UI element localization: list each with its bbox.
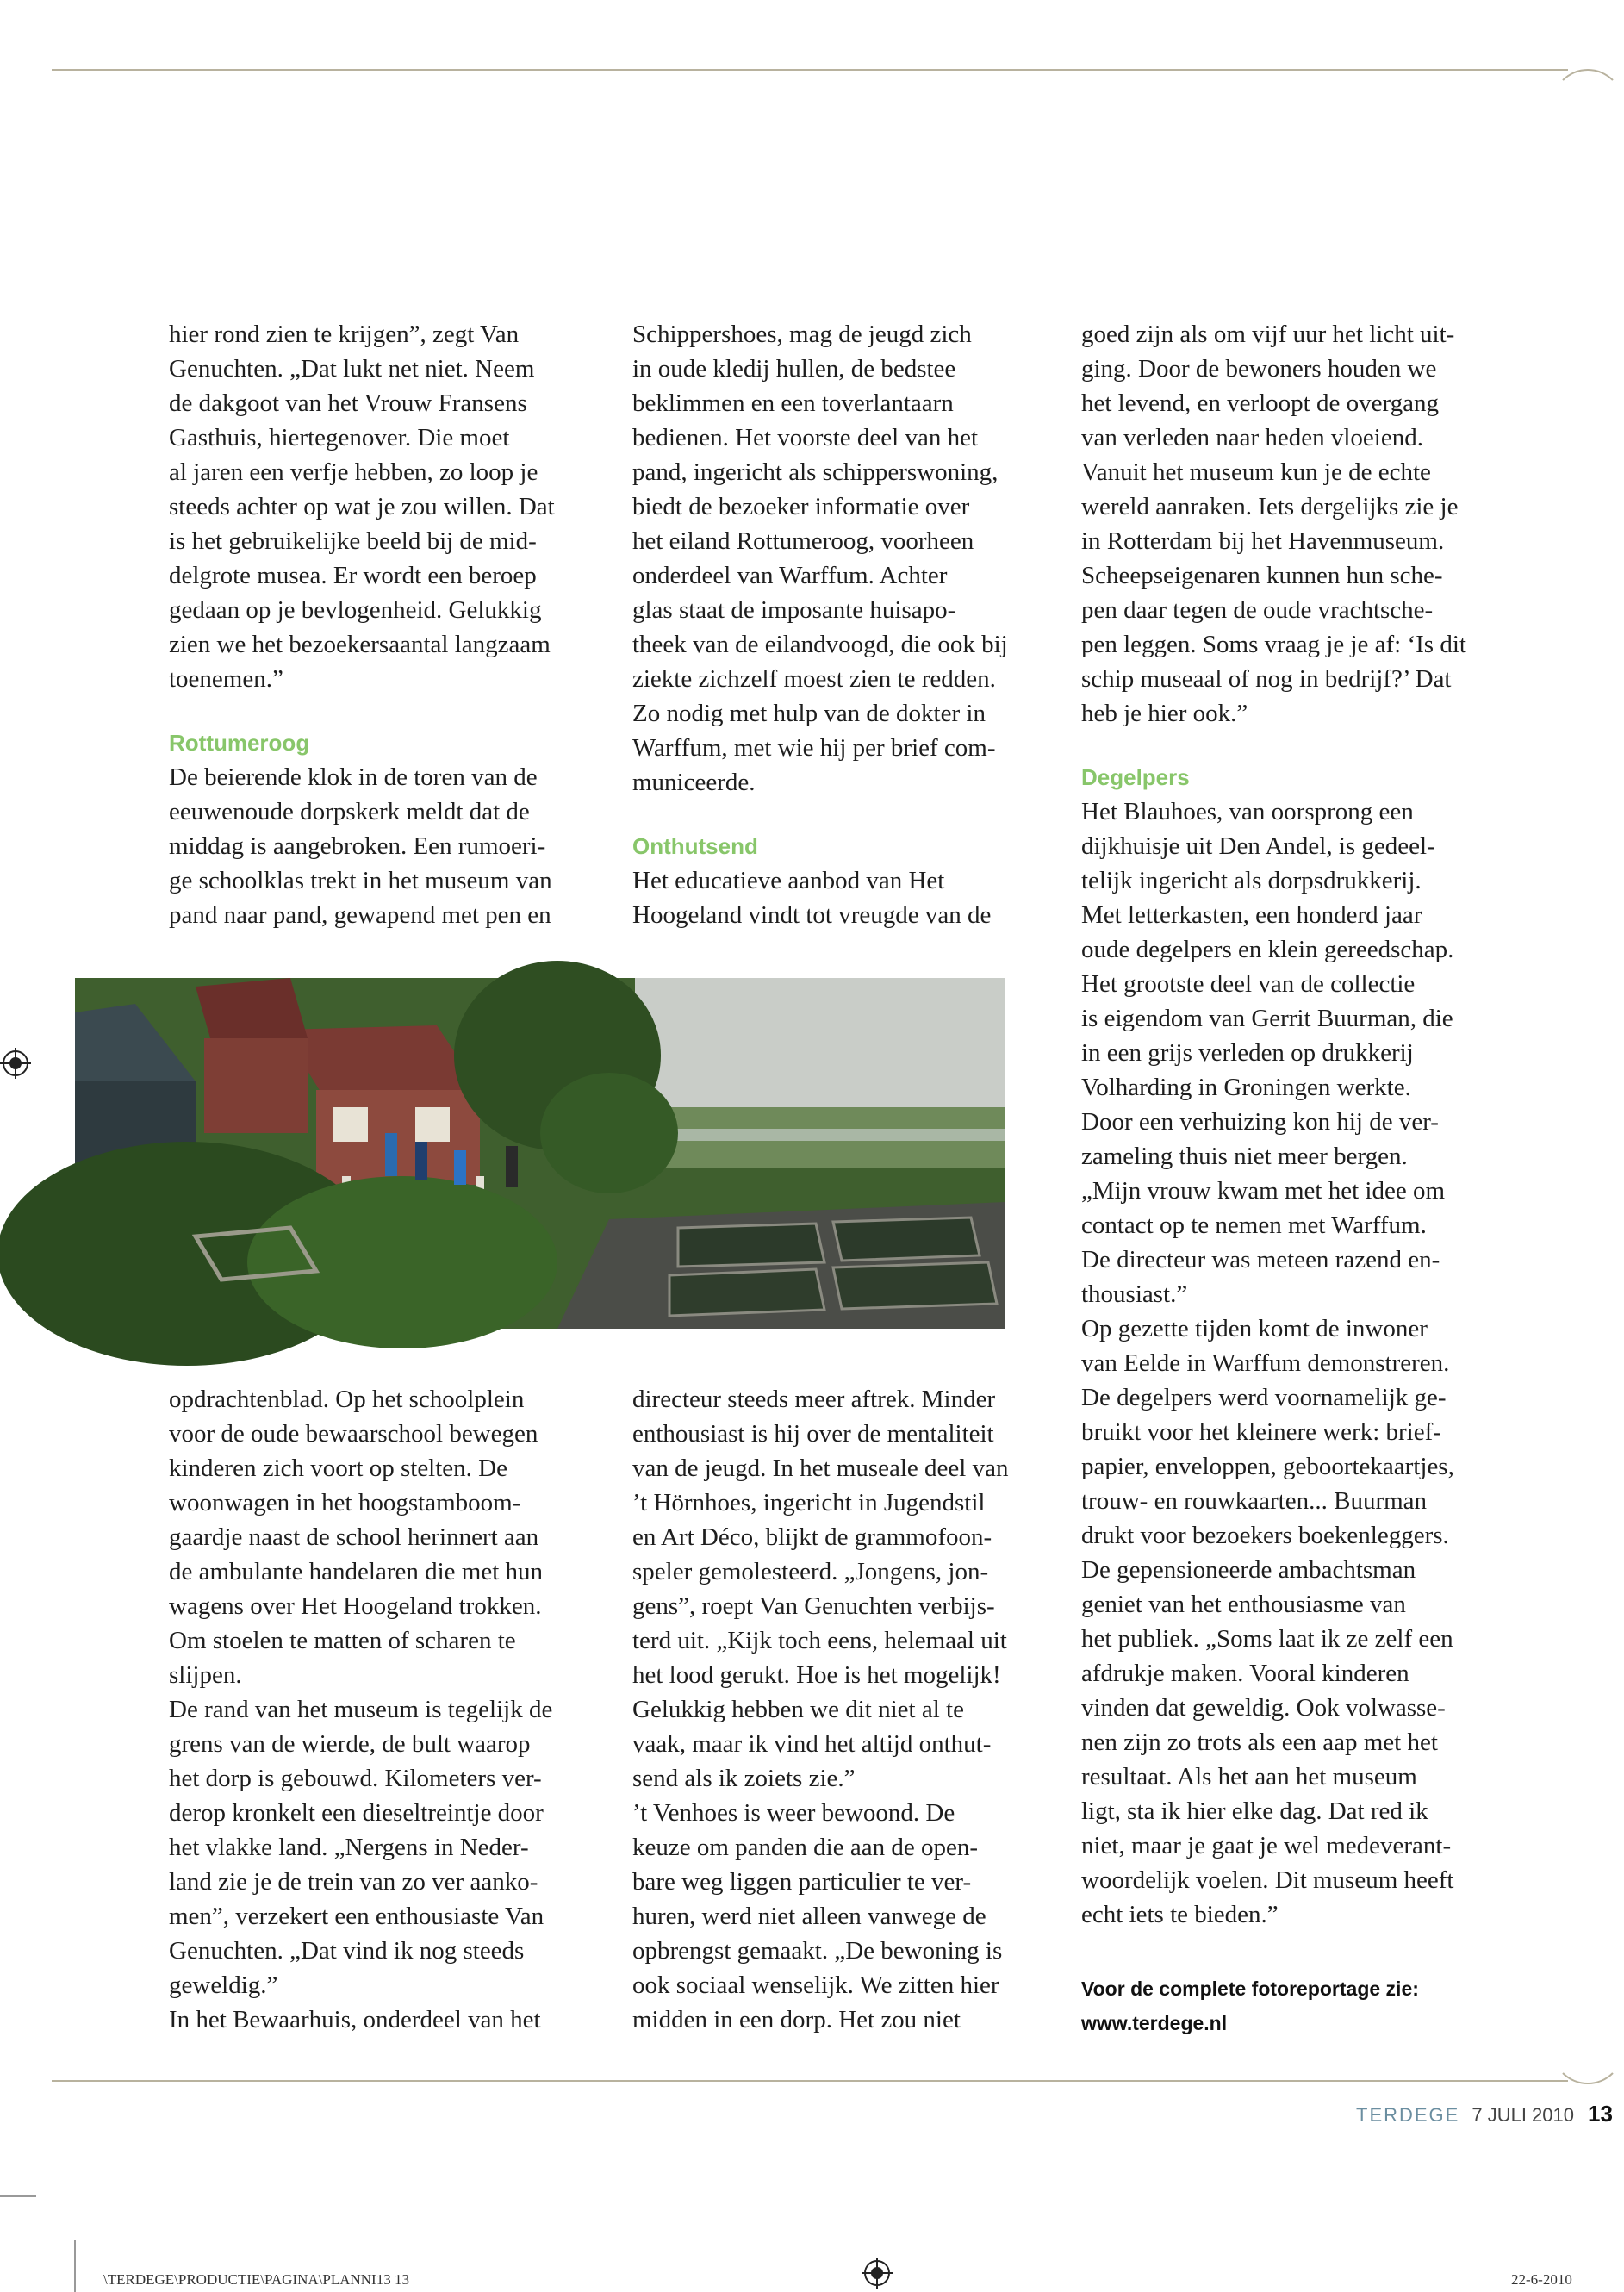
text-line: De rand van het museum is tegelijk de	[169, 1696, 553, 1723]
text-line: pand, ingericht als schipperswoning,	[632, 458, 999, 486]
text-line: De gepensioneerde ambachtsman	[1081, 1556, 1416, 1584]
text-line: terd uit. „Kijk toch eens, helemaal uit	[632, 1627, 1007, 1654]
page-number: 13	[1588, 2101, 1613, 2127]
text-line: wereld aanraken. Iets dergelijks zie je	[1081, 493, 1459, 520]
text-line: In het Bewaarhuis, onderdeel van het	[169, 2006, 541, 2034]
article-column-1-bottom	[169, 1382, 552, 2037]
text-line: resultaat. Als het aan het museum	[1081, 1763, 1417, 1791]
text-line: Hoogeland vindt tot vreugde van de	[632, 901, 992, 929]
text-line: grens van de wierde, de bult waarop	[169, 1730, 531, 1758]
text-line: Genuchten. „Dat lukt net niet. Neem	[169, 355, 535, 383]
text-line: pand naar pand, gewapend met pen en	[169, 901, 551, 929]
text-line: ligt, sta ik hier elke dag. Dat red ik	[1081, 1797, 1428, 1825]
text-line: slijpen.	[169, 1661, 242, 1689]
text-line: en Art Déco, blijkt de grammofoon-	[632, 1523, 992, 1551]
text-line: de ambulante handelaren die met hun	[169, 1558, 544, 1585]
text-line: dijkhuisje uit Den Andel, is gedeel-	[1081, 832, 1435, 860]
text-line: Volharding in Groningen werkte.	[1081, 1074, 1411, 1101]
trim-corner-bottom	[1552, 2012, 1624, 2084]
text-line: het eiland Rottumeroog, voorheen	[632, 527, 974, 555]
photo-reportage-note	[1081, 1971, 1419, 2040]
text-line: huren, werd niet alleen vanwege de	[632, 1903, 986, 1930]
text-line: Scheepseigenaren kunnen hun sche-	[1081, 562, 1443, 589]
text-line: theek van de eilandvoogd, die ook bij	[632, 631, 1008, 658]
text-line: trouw- en rouwkaarten... Buurman	[1081, 1487, 1428, 1515]
text-line: zien we het bezoekersaantal langzaam	[169, 631, 551, 658]
text-line: Op gezette tijden komt de inwoner	[1081, 1315, 1428, 1342]
text-line: Om stoelen te matten of scharen te	[169, 1627, 516, 1654]
text-line: geweldig.”	[169, 1971, 278, 1999]
text-line: schip museaal of nog in bedrijf?’ Dat	[1081, 665, 1452, 693]
museum-garden-photo	[75, 978, 1005, 1329]
text-line: opdrachtenblad. Op het schoolplein	[169, 1386, 525, 1413]
text-line: Door een verhuizing kon hij de ver-	[1081, 1108, 1439, 1136]
text-line: Het grootste deel van de collectie	[1081, 970, 1416, 998]
text-line: Warffum, met wie hij per brief com-	[632, 734, 996, 762]
reportage-text: Voor de complete fotoreportage zie:	[1081, 1977, 1419, 2000]
article-column-2-top	[632, 317, 1008, 932]
text-line: al jaren een verfje hebben, zo loop je	[169, 458, 538, 486]
text-line: Met letterkasten, een honderd jaar	[1081, 901, 1422, 929]
text-line: geniet van het enthousiasme van	[1081, 1591, 1406, 1618]
text-line: telijk ingericht als dorpsdrukkerij.	[1081, 867, 1422, 894]
text-line: derop kronkelt een dieseltreintje door	[169, 1799, 544, 1827]
text-line: biedt de bezoeker informatie over	[632, 493, 970, 520]
article-column-3	[1081, 317, 1466, 1932]
text-line: van Eelde in Warffum demonstreren.	[1081, 1349, 1450, 1377]
text-line: speler gemolesteerd. „Jongens, jon-	[632, 1558, 989, 1585]
text-line: midden in een dorp. Het zou niet	[632, 2006, 961, 2034]
text-line: is het gebruikelijke beeld bij de mid-	[169, 527, 537, 555]
text-line: Vanuit het museum kun je de echte	[1081, 458, 1431, 486]
text-line: bare weg liggen particulier te ver-	[632, 1868, 972, 1896]
text-line: enthousiast is hij over de mentaliteit	[632, 1420, 994, 1448]
text-line: vinden dat geweldig. Ook volwasse-	[1081, 1694, 1446, 1722]
text-line: wagens over Het Hoogeland trokken.	[169, 1592, 542, 1620]
text-line: keuze om panden die aan de open-	[632, 1834, 978, 1861]
text-line: delgrote musea. Er wordt een beroep	[169, 562, 537, 589]
text-line: eeuwenoude dorpskerk meldt dat de	[169, 798, 530, 825]
garden-photo-illustration	[75, 978, 1005, 1329]
text-line: drukt voor bezoekers boekenleggers.	[1081, 1522, 1449, 1549]
paragraph-gap	[1081, 731, 1466, 760]
text-line: Het Blauhoes, van oorsprong een	[1081, 798, 1414, 825]
text-line: steeds achter op wat je zou willen. Dat	[169, 493, 555, 520]
magazine-name: TERDEGE	[1356, 2104, 1460, 2126]
text-line: heb je hier ook.”	[1081, 700, 1248, 727]
text-line: het dorp is gebouwd. Kilometers ver-	[169, 1765, 542, 1792]
subhead-degelpers: Degelpers	[1081, 764, 1190, 790]
paragraph-gap	[169, 696, 555, 726]
text-line: send als ik zoiets zie.”	[632, 1765, 856, 1792]
text-line: ’t Hörnhoes, ingericht in Jugendstil	[632, 1489, 986, 1517]
text-line: voor de oude bewaarschool bewegen	[169, 1420, 538, 1448]
text-line: in oude kledij hullen, de bedstee	[632, 355, 956, 383]
subhead-onthutsend: Onthutsend	[632, 833, 758, 859]
text-line: ging. Door de bewoners houden we	[1081, 355, 1437, 383]
trim-line-top	[52, 69, 1568, 71]
text-line: toenemen.”	[169, 665, 283, 693]
text-line: hier rond zien te krijgen”, zegt Van	[169, 321, 520, 348]
text-line: woordelijk voelen. Dit museum heeft	[1081, 1866, 1454, 1894]
text-line: van verleden naar heden vloeiend.	[1081, 424, 1423, 452]
text-line: Gasthuis, hiertegenover. Die moet	[169, 424, 510, 452]
text-line: ook sociaal wenselijk. We zitten hier	[632, 1971, 999, 1999]
text-line: opbrengst gemaakt. „De bewoning is	[632, 1937, 1003, 1965]
text-line: beklimmen en een toverlantaarn	[632, 389, 954, 417]
paragraph-gap	[632, 800, 1008, 829]
text-line: land zie je de trein van zo ver aanko-	[169, 1868, 538, 1896]
text-line: onderdeel van Warffum. Achter	[632, 562, 948, 589]
text-line: nen zijn zo trots als een aap met het	[1081, 1728, 1438, 1756]
text-line: bruikt voor het kleinere werk: brief-	[1081, 1418, 1441, 1446]
text-line: van de jeugd. In het museale deel van	[632, 1454, 1009, 1482]
registration-mark-icon	[0, 1048, 31, 1079]
text-line: ziekte zichzelf moest zien te redden.	[632, 665, 996, 693]
text-line: vaak, maar ik vind het altijd onthut-	[632, 1730, 992, 1758]
crop-mark-horizontal	[0, 2195, 36, 2197]
text-line: De beierende klok in de toren van de	[169, 763, 538, 791]
text-line: Gelukkig hebben we dit niet al te	[632, 1696, 964, 1723]
text-line: gaardje naast de school herinnert aan	[169, 1523, 539, 1551]
text-line: Genuchten. „Dat vind ik nog steeds	[169, 1937, 525, 1965]
text-line: papier, enveloppen, geboortekaartjes,	[1081, 1453, 1454, 1480]
text-line: is eigendom van Gerrit Buurman, die	[1081, 1005, 1453, 1032]
text-line: het publiek. „Soms laat ik ze zelf een	[1081, 1625, 1453, 1653]
text-line: woonwagen in het hoogstamboom-	[169, 1489, 521, 1517]
article-column-1-top	[169, 317, 555, 932]
reportage-link[interactable]: www.terdege.nl	[1081, 2012, 1228, 2034]
text-line: „Mijn vrouw kwam met het idee om	[1081, 1177, 1446, 1205]
text-line: Zo nodig met hulp van de dokter in	[632, 700, 986, 727]
text-line: kinderen zich voort op stelten. De	[169, 1454, 507, 1482]
text-line: het lood gerukt. Hoe is het mogelijk!	[632, 1661, 1001, 1689]
article-column-2-bottom	[632, 1382, 1008, 2037]
text-line: contact op te nemen met Warffum.	[1081, 1211, 1427, 1239]
text-line: De directeur was meteen razend en-	[1081, 1246, 1440, 1274]
text-line: het levend, en verloopt de overgang	[1081, 389, 1439, 417]
text-line: pen leggen. Soms vraag je je af: ‘Is dit	[1081, 631, 1466, 658]
text-line: municeerde.	[632, 769, 756, 796]
production-slug-date: 22-6-2010	[1511, 2271, 1572, 2288]
registration-mark-bottom-icon	[862, 2258, 893, 2289]
subhead-rottumeroog: Rottumeroog	[169, 730, 310, 756]
issue-date: 7 JULI 2010	[1472, 2104, 1574, 2126]
text-line: De degelpers werd voornamelijk ge-	[1081, 1384, 1447, 1411]
text-line: het vlakke land. „Nergens in Neder-	[169, 1834, 529, 1861]
text-line: bedienen. Het voorste deel van het	[632, 424, 979, 452]
text-line: echt iets te bieden.”	[1081, 1901, 1279, 1928]
text-line: thousiast.”	[1081, 1280, 1188, 1308]
text-line: in een grijs verleden op drukkerij	[1081, 1039, 1414, 1067]
crop-mark-vertical	[74, 2240, 76, 2292]
text-line: niet, maar je gaat je wel medeverant-	[1081, 1832, 1452, 1859]
text-line: goed zijn als om vijf uur het licht uit-	[1081, 321, 1455, 348]
text-line: directeur steeds meer aftrek. Minder	[632, 1386, 996, 1413]
page-folio	[1356, 2101, 1613, 2127]
text-line: de dakgoot van het Vrouw Fransens	[169, 389, 527, 417]
text-line: afdrukje maken. Vooral kinderen	[1081, 1660, 1409, 1687]
text-line: men”, verzekert een enthousiaste Van	[169, 1903, 544, 1930]
text-line: gedaan op je bevlogenheid. Gelukkig	[169, 596, 542, 624]
text-line: middag is aangebroken. Een rumoeri-	[169, 832, 546, 860]
text-line: in Rotterdam bij het Havenmuseum.	[1081, 527, 1445, 555]
text-line: ge schoolklas trekt in het museum van	[169, 867, 552, 894]
text-line: glas staat de imposante huisapo-	[632, 596, 956, 624]
text-line: zameling thuis niet meer bergen.	[1081, 1143, 1408, 1170]
trim-line-bottom	[52, 2080, 1568, 2082]
text-line: ’t Venhoes is weer bewoond. De	[632, 1799, 955, 1827]
text-line: pen daar tegen de oude vrachtsche-	[1081, 596, 1434, 624]
text-line: gens”, roept Van Genuchten verbijs-	[632, 1592, 995, 1620]
trim-corner-top	[1552, 69, 1624, 141]
production-slug-path: \TERDEGE\PRODUCTIE\PAGINA\PLANNI13 13	[103, 2271, 409, 2288]
text-line: oude degelpers en klein gereedschap.	[1081, 936, 1454, 963]
text-line: Schippershoes, mag de jeugd zich	[632, 321, 972, 348]
text-line: Het educatieve aanbod van Het	[632, 867, 945, 894]
